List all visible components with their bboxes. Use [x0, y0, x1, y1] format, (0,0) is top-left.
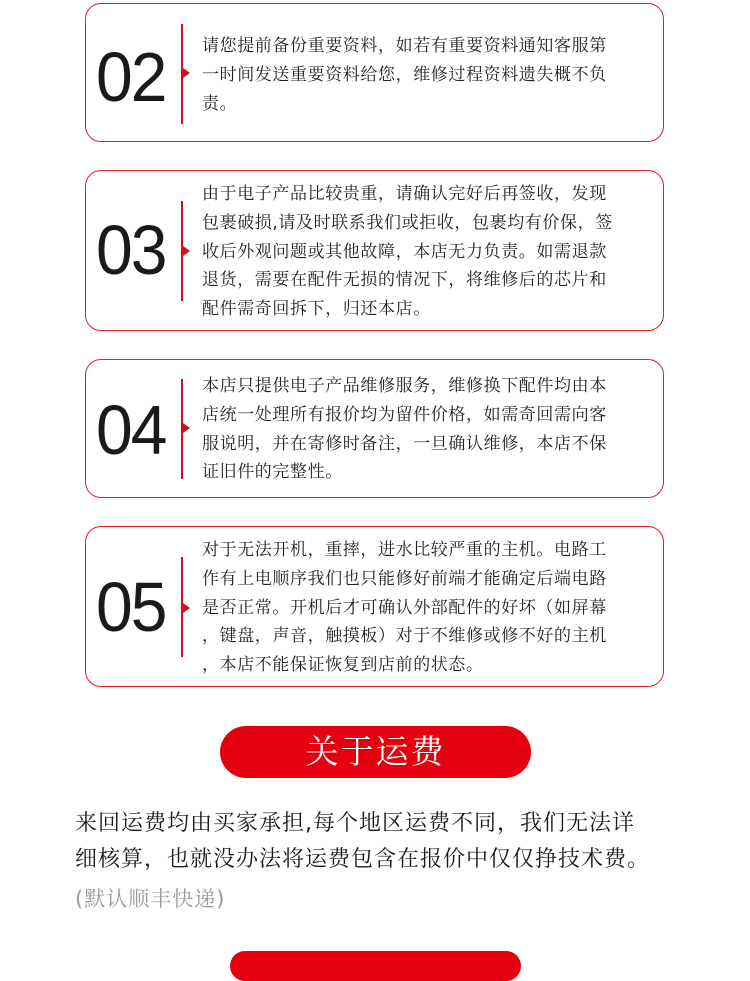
notice-text: 由于电子产品比较贵重，请确认完好后再签收，发现 包裹破损,请及时联系我们或拒收，包裹均有价保，签 收后外观问题或其他故障，本店无力负责。如需退款 退货，需要在配件无损的情况下，将维修后的芯片和 配件需奇回拆下，归还本店。	[202, 184, 613, 320]
next-section-banner	[230, 951, 521, 981]
arrow-right-icon	[183, 246, 190, 256]
notice-card-05	[85, 526, 664, 687]
notice-text: 本店只提供电子产品维修服务，维修换下配件均由本 店统一处理所有报价均为留件价格，如需奇回需向客 服说明，并在寄修时备注，一旦确认维修，本店不保 证旧件的完整性。	[202, 376, 607, 483]
shipping-description: 来回运费均由买家承担,每个地区运费不同，我们无法详 细核算，也就没办法将运费包含在报价中仅仅挣技术费。	[75, 811, 651, 872]
shipping-section-title: 关于运费	[220, 726, 531, 778]
notice-number: 02	[96, 38, 166, 116]
arrow-right-icon	[183, 423, 190, 433]
notice-card-04	[85, 359, 664, 498]
notice-text: 请您提前备份重要资料，如若有重要资料通知客服第 一时间发送重要资料给您，维修过程资料遗失概不负 责。	[202, 36, 607, 114]
notice-number: 03	[96, 211, 166, 289]
arrow-right-icon	[183, 603, 190, 613]
notice-card-03	[85, 170, 664, 331]
shipping-courier-note: (默认顺丰快递)	[75, 887, 226, 911]
notice-card-02	[85, 3, 664, 142]
notice-text: 对于无法开机，重摔，进水比较严重的主机。电路工 作有上电顺序我们也只能修好前端才能确定后端电路 是否正常。开机后才可确认外部配件的好坏（如屏幕 ，键盘，声音，触摸板）对于不维修或修不好的主机 ，本店不能保证恢复到店前的状态。	[202, 540, 607, 676]
arrow-right-icon	[183, 68, 190, 78]
notice-number: 05	[96, 568, 166, 646]
notice-number: 04	[96, 391, 166, 469]
